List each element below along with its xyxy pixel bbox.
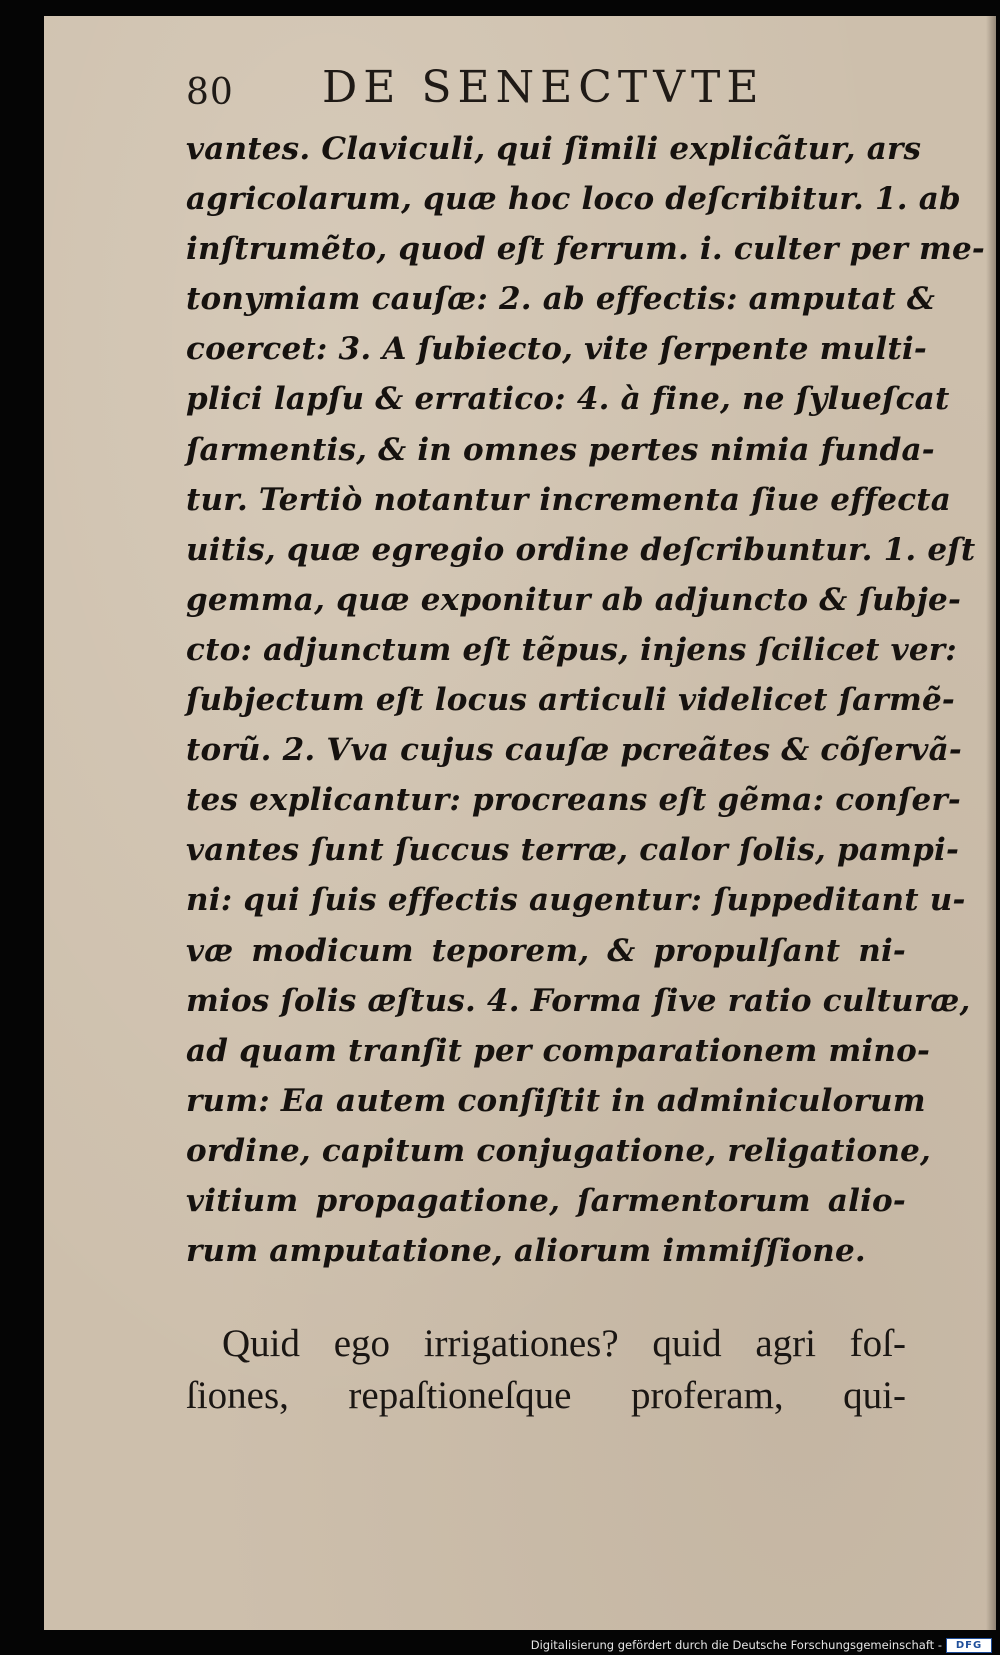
commentary-line: vantes. Claviculi, qui ſimili explicãtur, ars bbox=[186, 131, 922, 167]
main-text-block bbox=[186, 1318, 906, 1422]
commentary-line: tonymiam cauſæ: 2. ab effectis: amputat & bbox=[186, 281, 936, 318]
commentary-line: ni: qui ſuis effectis augentur: ſuppeditant u- bbox=[186, 882, 966, 919]
commentary-line: uitis, quæ egregio ordine deſcribuntur. 1. eſt bbox=[186, 531, 976, 568]
commentary-line: ſubjectum eſt locus articuli videlicet ſarmẽ- bbox=[186, 682, 955, 719]
main-text-line: ſiones, repaſtioneſque proferam, qui- bbox=[186, 1374, 906, 1417]
commentary-line: tur. Tertiò notantur incrementa ſiue effecta bbox=[186, 481, 952, 518]
main-text-line: Quid ego irrigationes? quid agri foſ- bbox=[222, 1322, 906, 1365]
commentary-line: ſarmentis, & in omnes pertes nimia funda- bbox=[186, 431, 935, 468]
page-gutter-shadow bbox=[986, 16, 996, 1630]
commentary-line: tes explicantur: procreans eſt gẽma: conſer- bbox=[186, 782, 961, 819]
commentary-line: agricolarum, quæ hoc loco deſcribitur. 1. ab bbox=[186, 181, 961, 218]
commentary-block bbox=[186, 124, 985, 1276]
commentary-line: gemma, quæ exponitur ab adjuncto & ſubje- bbox=[186, 581, 962, 618]
page-number: 80 bbox=[186, 72, 234, 113]
digitization-credit: Digitalisierung gefördert durch die Deutsche Forschungsgemeinschaft - bbox=[530, 1638, 942, 1652]
commentary-line: plici lapſu & erratico: 4. à fine, ne ſylueſcat bbox=[186, 381, 950, 418]
commentary-line: inſtrumẽto, quod eſt ferrum. i. culter per me- bbox=[186, 231, 985, 268]
commentary-line: coercet: 3. A ſubiecto, vite ſerpente multi- bbox=[186, 331, 927, 368]
commentary-line: torũ. 2. Vva cujus cauſæ pcreãtes & cõſervã- bbox=[186, 732, 962, 769]
dfg-logo: DFG bbox=[946, 1638, 992, 1653]
commentary-line: mios ſolis æſtus. 4. Forma ſive ratio culturæ, bbox=[186, 982, 971, 1019]
commentary-line: ad quam tranſit per comparationem mino- bbox=[186, 1032, 931, 1069]
commentary-line: ordine, capitum conjugatione, religatione, bbox=[186, 1132, 931, 1169]
commentary-line: vitium propagatione, ſarmentorum alio- bbox=[186, 1182, 906, 1219]
commentary-line: rum: Ea autem conſiſtit in adminiculorum bbox=[186, 1082, 926, 1119]
page-header bbox=[186, 62, 846, 122]
commentary-line: væ modicum teporem, & propulſant ni- bbox=[186, 932, 906, 969]
commentary-line: rum amputatione, aliorum immiſſione. bbox=[186, 1233, 866, 1270]
commentary-line: vantes ſunt ſuccus terræ, calor ſolis, pampi- bbox=[186, 832, 960, 869]
commentary-line: cto: adjunctum eſt tẽpus, injens ſcilicet ver: bbox=[186, 631, 957, 668]
running-title: DE SENECTVTE bbox=[322, 62, 765, 113]
